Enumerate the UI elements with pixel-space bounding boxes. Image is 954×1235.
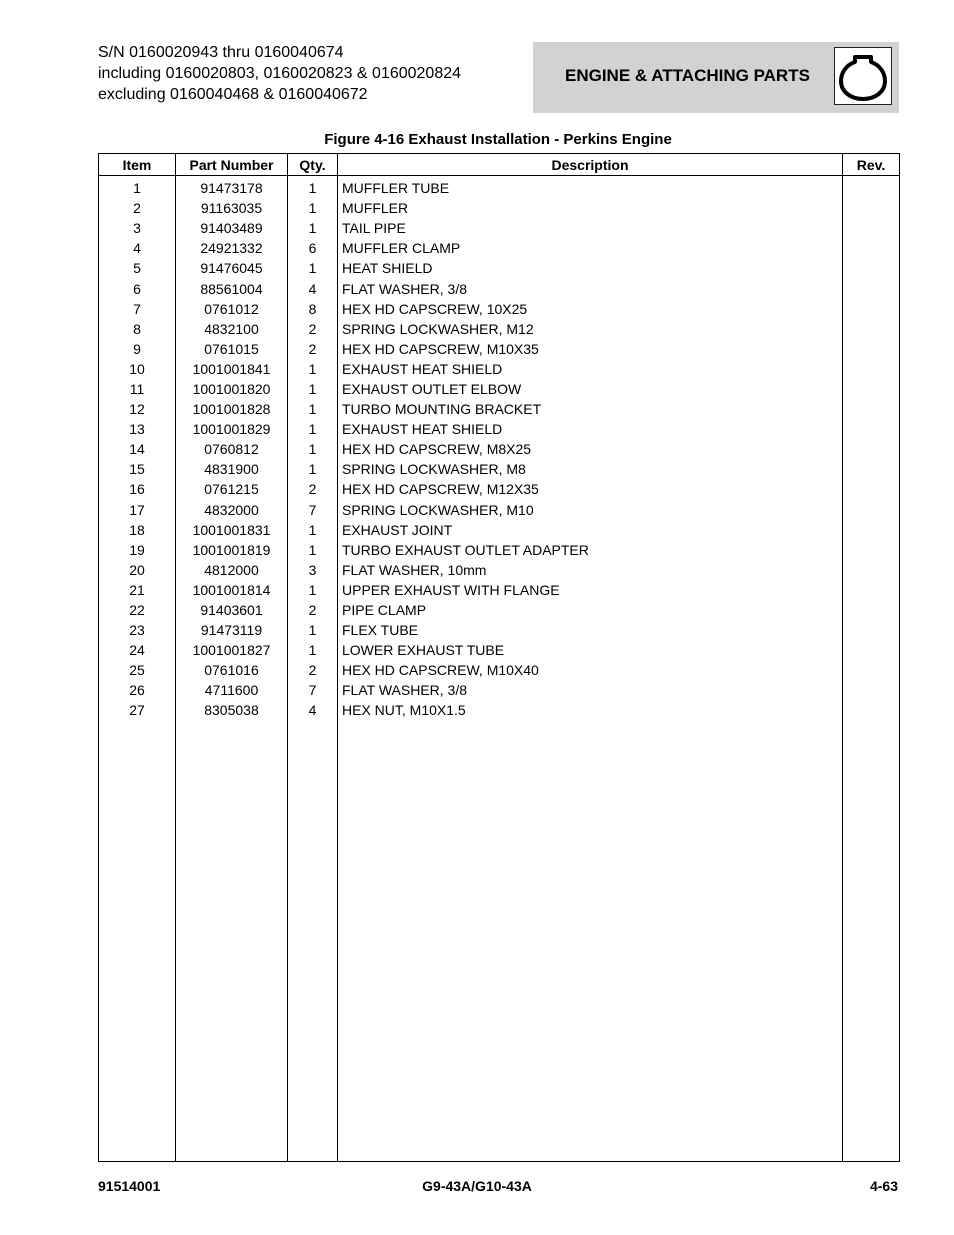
qty-cell: 1 [288,218,338,238]
item-number-cell: 14 [99,439,176,459]
table-row [99,620,900,640]
rev-cell [843,299,900,319]
qty-cell: 1 [288,640,338,660]
column-header-qty: Qty. [288,154,338,176]
qty-cell: 1 [288,399,338,419]
serial-range-line: S/N 0160020943 thru 0160040674 [98,44,344,61]
table-row [99,479,900,499]
qty-cell: 2 [288,339,338,359]
qty-cell: 8 [288,299,338,319]
qty-cell: 1 [288,419,338,439]
table-row [99,278,900,298]
table-row [99,359,900,379]
rev-cell [843,439,900,459]
column-header-item: Item [99,154,176,176]
description-cell: TURBO EXHAUST OUTLET ADAPTER [338,540,843,560]
part-number-cell: 1001001827 [176,640,288,660]
rev-cell [843,459,900,479]
description-cell: SPRING LOCKWASHER, M8 [338,459,843,479]
part-number-cell: 91473178 [176,176,288,199]
description-cell: FLAT WASHER, 3/8 [338,680,843,700]
qty-cell: 1 [288,540,338,560]
rev-cell [843,580,900,600]
table-row [99,238,900,258]
item-number-cell: 21 [99,580,176,600]
table-row [99,439,900,459]
description-cell: HEX HD CAPSCREW, M10X40 [338,660,843,680]
item-number-cell: 2 [99,198,176,218]
part-number-cell: 91476045 [176,258,288,278]
qty-cell: 3 [288,560,338,580]
item-number-cell: 19 [99,540,176,560]
rev-cell [843,278,900,298]
description-cell: HEX HD CAPSCREW, M8X25 [338,439,843,459]
rev-cell [843,660,900,680]
part-number-cell: 91403601 [176,600,288,620]
item-number-cell: 1 [99,176,176,199]
part-number-cell: 91403489 [176,218,288,238]
column-header-rev: Rev. [843,154,900,176]
part-number-cell: 91473119 [176,620,288,640]
description-cell: EXHAUST HEAT SHIELD [338,359,843,379]
footer-page-number: 4-63 [869,1178,898,1194]
figure-title: Figure 4-16 Exhaust Installation - Perkins Engine [324,131,672,148]
rev-cell [843,419,900,439]
table-row [99,176,900,199]
part-number-cell: 1001001829 [176,419,288,439]
table-header-row [99,154,900,176]
part-number-cell: 0761015 [176,339,288,359]
qty-cell: 1 [288,198,338,218]
rev-cell [843,479,900,499]
part-number-cell: 1001001831 [176,520,288,540]
rev-cell [843,218,900,238]
rev-cell [843,560,900,580]
description-cell: TURBO MOUNTING BRACKET [338,399,843,419]
description-cell: MUFFLER CLAMP [338,238,843,258]
description-cell: TAIL PIPE [338,218,843,238]
qty-cell: 2 [288,319,338,339]
table-row [99,640,900,660]
table-row [99,600,900,620]
qty-cell: 7 [288,680,338,700]
engine-icon [834,47,892,105]
item-number-cell: 9 [99,339,176,359]
table-row [99,379,900,399]
item-number-cell: 16 [99,479,176,499]
item-number-cell: 20 [99,560,176,580]
part-number-cell: 4832000 [176,500,288,520]
description-cell: HEX HD CAPSCREW, M10X35 [338,339,843,359]
table-row [99,419,900,439]
description-cell: MUFFLER TUBE [338,176,843,199]
part-number-cell: 88561004 [176,278,288,298]
item-number-cell: 23 [99,620,176,640]
description-cell: EXHAUST HEAT SHIELD [338,419,843,439]
rev-cell [843,540,900,560]
part-number-cell: 0761016 [176,660,288,680]
rev-cell [843,600,900,620]
description-cell: SPRING LOCKWASHER, M12 [338,319,843,339]
part-number-cell: 8305038 [176,700,288,720]
table-row [99,660,900,680]
table-row [99,339,900,359]
table-row [99,218,900,238]
part-number-cell: 1001001819 [176,540,288,560]
item-number-cell: 22 [99,600,176,620]
part-number-cell: 91163035 [176,198,288,218]
item-number-cell: 15 [99,459,176,479]
rev-cell [843,319,900,339]
qty-cell: 1 [288,459,338,479]
item-number-cell: 4 [99,238,176,258]
rev-cell [843,700,900,720]
table-row [99,459,900,479]
item-number-cell: 12 [99,399,176,419]
rev-cell [843,379,900,399]
qty-cell: 1 [288,520,338,540]
description-cell: PIPE CLAMP [338,600,843,620]
rev-cell [843,258,900,278]
table-row [99,500,900,520]
description-cell: EXHAUST JOINT [338,520,843,540]
description-cell: UPPER EXHAUST WITH FLANGE [338,580,843,600]
table-filler-row [99,721,900,1162]
rev-cell [843,500,900,520]
item-number-cell: 11 [99,379,176,399]
table-row [99,580,900,600]
section-title: ENGINE & ATTACHING PARTS [565,66,810,85]
qty-cell: 1 [288,359,338,379]
part-number-cell: 1001001820 [176,379,288,399]
serial-number-block [98,42,461,105]
table-row [99,399,900,419]
part-number-cell: 0761215 [176,479,288,499]
description-cell: HEX HD CAPSCREW, M12X35 [338,479,843,499]
part-number-cell: 4832100 [176,319,288,339]
table-row [99,520,900,540]
parts-table [98,153,900,1162]
part-number-cell: 4831900 [176,459,288,479]
item-number-cell: 8 [99,319,176,339]
item-number-cell: 3 [99,218,176,238]
rev-cell [843,640,900,660]
rev-cell [843,680,900,700]
description-cell: HEX HD CAPSCREW, 10X25 [338,299,843,319]
description-cell: FLAT WASHER, 10mm [338,560,843,580]
rev-cell [843,359,900,379]
table-row [99,680,900,700]
section-header [533,42,899,113]
column-header-description: Description [338,154,843,176]
qty-cell: 6 [288,238,338,258]
table-row [99,700,900,720]
rev-cell [843,339,900,359]
qty-cell: 2 [288,479,338,499]
description-cell: LOWER EXHAUST TUBE [338,640,843,660]
part-number-cell: 4812000 [176,560,288,580]
footer-model: G9-43A/G10-43A [422,1178,532,1194]
qty-cell: 4 [288,700,338,720]
rev-cell [843,620,900,640]
table-row [99,540,900,560]
item-number-cell: 18 [99,520,176,540]
part-number-cell: 1001001841 [176,359,288,379]
part-number-cell: 24921332 [176,238,288,258]
footer-doc-number: 91514001 [98,1178,161,1194]
item-number-cell: 5 [99,258,176,278]
item-number-cell: 10 [99,359,176,379]
rev-cell [843,198,900,218]
serial-excluding-line: excluding 0160040468 & 0160040672 [98,86,368,103]
table-row [99,319,900,339]
qty-cell: 1 [288,439,338,459]
item-number-cell: 27 [99,700,176,720]
part-number-cell: 4711600 [176,680,288,700]
item-number-cell: 7 [99,299,176,319]
description-cell: EXHAUST OUTLET ELBOW [338,379,843,399]
item-number-cell: 6 [99,278,176,298]
description-cell: HEAT SHIELD [338,258,843,278]
description-cell: HEX NUT, M10X1.5 [338,700,843,720]
part-number-cell: 1001001814 [176,580,288,600]
description-cell: MUFFLER [338,198,843,218]
item-number-cell: 13 [99,419,176,439]
item-number-cell: 24 [99,640,176,660]
qty-cell: 7 [288,500,338,520]
table-row [99,560,900,580]
part-number-cell: 0760812 [176,439,288,459]
qty-cell: 1 [288,580,338,600]
table-row [99,299,900,319]
qty-cell: 4 [288,278,338,298]
rev-cell [843,520,900,540]
qty-cell: 1 [288,176,338,199]
parts-table-body [99,176,900,1162]
description-cell: FLAT WASHER, 3/8 [338,278,843,298]
rev-cell [843,399,900,419]
column-header-part-number: Part Number [176,154,288,176]
rev-cell [843,176,900,199]
description-cell: SPRING LOCKWASHER, M10 [338,500,843,520]
qty-cell: 2 [288,600,338,620]
qty-cell: 2 [288,660,338,680]
qty-cell: 1 [288,379,338,399]
item-number-cell: 26 [99,680,176,700]
item-number-cell: 25 [99,660,176,680]
description-cell: FLEX TUBE [338,620,843,640]
table-row [99,258,900,278]
serial-including-line: including 0160020803, 0160020823 & 0160020824 [98,65,462,82]
rev-cell [843,238,900,258]
part-number-cell: 1001001828 [176,399,288,419]
qty-cell: 1 [288,620,338,640]
table-row [99,198,900,218]
qty-cell: 1 [288,258,338,278]
part-number-cell: 0761012 [176,299,288,319]
item-number-cell: 17 [99,500,176,520]
